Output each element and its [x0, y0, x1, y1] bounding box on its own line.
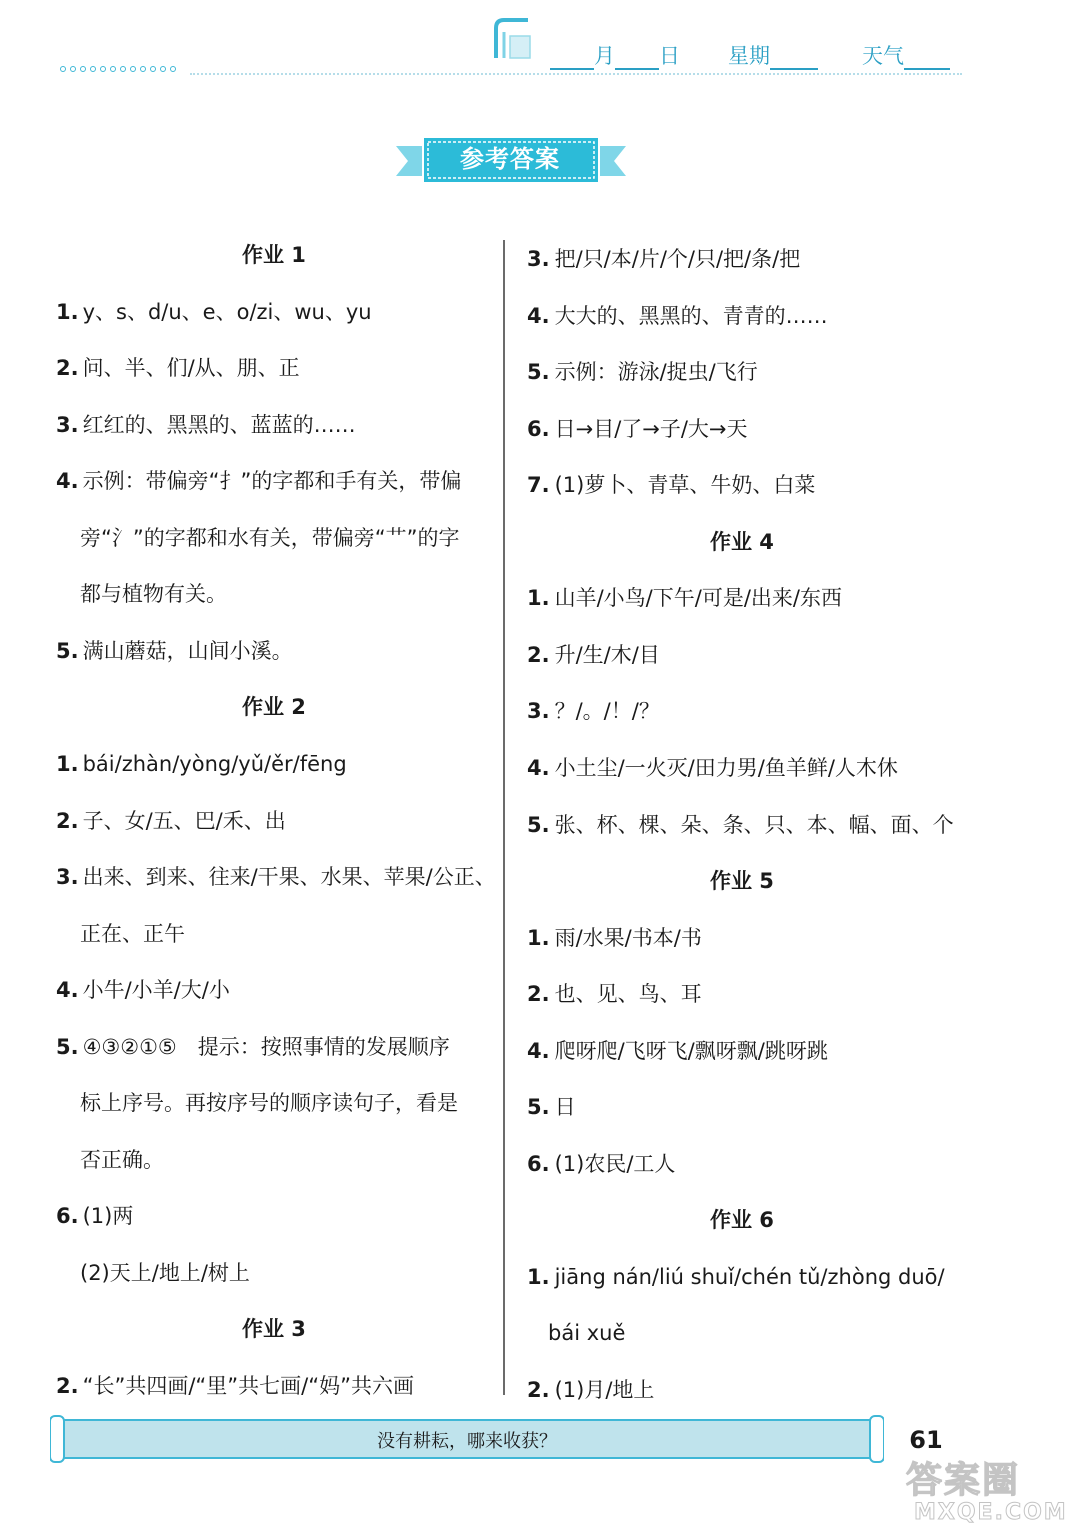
answer-number: 2. — [56, 808, 79, 833]
page-title: 参考答案 — [460, 145, 560, 173]
answer-text: ④③②①⑤ 提示：按照事情的发展顺序 — [82, 1034, 450, 1059]
answer-number: 2. — [56, 1374, 79, 1398]
answer-text: ？/。/！/？ — [554, 699, 660, 724]
answer-number: 2. — [527, 642, 550, 667]
answer-number: 1. — [527, 925, 550, 950]
answer-number: 1. — [527, 1264, 550, 1289]
answer-text: (1)萝卜、青草、牛奶、白菜 — [554, 473, 816, 498]
answer-line — [527, 696, 660, 726]
answer-line — [527, 357, 758, 387]
answer-line — [527, 470, 815, 500]
answer-line — [56, 975, 230, 1005]
answer-continuation: 标上序号。再按序号的顺序读句子，看是 — [80, 1091, 458, 1116]
answer-text: “长”共四画/“里”共七画/“妈”共六画 — [82, 1374, 415, 1398]
section-heading: 作业 3 — [242, 1317, 306, 1342]
answer-number: 6. — [527, 1151, 550, 1176]
answer-text: bái/zhàn/yòng/yǔ/ěr/fēng — [82, 751, 347, 776]
answer-text: 出来、到来、往来/干果、水果、苹果/公正、 — [82, 865, 496, 890]
answer-line — [527, 1092, 576, 1122]
answer-number: 2. — [527, 1378, 550, 1402]
answer-text: 红红的、黑黑的、蓝蓝的…… — [82, 412, 356, 437]
answer-number: 5. — [56, 638, 79, 663]
section-heading: 作业 5 — [710, 869, 774, 894]
answer-number: 4. — [527, 1038, 550, 1063]
answer-continuation: bái xuě — [548, 1321, 626, 1346]
footer-motto: 没有耕耘，哪来收获？ — [377, 1431, 557, 1452]
answer-line — [56, 1371, 414, 1401]
weather-label: 天气 — [862, 44, 904, 68]
answer-number: 4. — [527, 303, 550, 328]
answer-number: 3. — [56, 412, 79, 437]
answer-number: 2. — [56, 356, 79, 381]
answer-number: 5. — [56, 1034, 79, 1059]
answer-text: 日 — [554, 1095, 576, 1120]
answer-number: 4. — [56, 469, 79, 494]
answer-text: jiāng nán/liú shuǐ/chén tǔ/zhòng duō/ — [554, 1264, 945, 1289]
section-heading: 作业 1 — [242, 243, 306, 267]
answer-line — [527, 1262, 945, 1292]
section-heading: 作业 6 — [710, 1208, 774, 1233]
answer-line — [527, 979, 702, 1009]
date-weather-line — [550, 40, 950, 70]
watermark-en: MXQE.COM — [914, 1500, 1068, 1525]
header-dotted-rule — [190, 73, 962, 75]
section-heading: 作业 2 — [242, 695, 306, 720]
answer-text: 爬呀爬/飞呀飞/飘呀飘/跳呀跳 — [554, 1038, 828, 1063]
answer-line — [527, 1149, 675, 1179]
answer-line — [527, 583, 842, 613]
answer-continuation: 正在、正午 — [80, 921, 185, 946]
answer-number: 1. — [56, 299, 79, 324]
answer-continuation: (2)天上/地上/树上 — [80, 1260, 250, 1285]
answer-number: 5. — [527, 812, 550, 837]
answer-text: 小牛/小羊/大/小 — [82, 978, 230, 1003]
answer-line — [527, 1375, 654, 1405]
answer-line — [56, 749, 347, 779]
answer-text: 日→目/了→子/大→天 — [554, 416, 748, 441]
answer-number: 1. — [527, 586, 550, 611]
answer-continuation: 旁“氵”的字都和水有关，带偏旁“艹”的字 — [80, 525, 460, 550]
answer-text: y、s、d/u、e、o/zi、wu、yu — [82, 299, 372, 324]
answer-line — [56, 636, 293, 666]
column-divider — [503, 240, 505, 1395]
day-label: 日 — [659, 44, 680, 68]
answer-text: 示例：带偏旁“扌”的字都和手有关，带偏 — [82, 469, 462, 494]
month-label: 月 — [594, 44, 615, 68]
answer-continuation: 否正确。 — [80, 1147, 164, 1172]
answer-number: 5. — [527, 1095, 550, 1120]
page-number: 61 — [909, 1426, 943, 1454]
answer-number: 5. — [527, 360, 550, 385]
answer-line — [56, 862, 496, 892]
weekday-label: 星期 — [728, 44, 770, 68]
answer-number: 2. — [527, 982, 550, 1007]
answer-text: 示例：游泳/捉虫/飞行 — [554, 360, 758, 385]
answer-number: 4. — [527, 755, 550, 780]
answer-line — [527, 1036, 828, 1066]
answer-line — [527, 301, 828, 331]
answer-line — [56, 1032, 450, 1062]
answer-text: 问、半、们/从、朋、正 — [82, 356, 300, 381]
answer-line — [527, 414, 748, 444]
answer-text: 小土尘/一火灭/田力男/鱼羊鲜/人木休 — [554, 755, 898, 780]
answer-line — [527, 810, 954, 840]
answer-line — [527, 923, 702, 953]
answer-text: 把/只/本/片/个/只/把/条/把 — [554, 247, 801, 271]
answer-text: 升/生/木/目 — [554, 642, 660, 667]
answer-line — [527, 753, 898, 783]
header-dots — [60, 66, 176, 72]
answer-text: (1)两 — [82, 1204, 134, 1229]
answer-text: (1)月/地上 — [554, 1378, 655, 1402]
answer-number: 3. — [56, 865, 79, 890]
answer-line — [56, 297, 372, 327]
section-heading: 作业 4 — [710, 529, 774, 554]
answer-text: 也、见、鸟、耳 — [554, 982, 702, 1007]
answer-text: 子、女/五、巴/禾、出 — [82, 808, 286, 833]
answer-line — [56, 353, 300, 383]
answer-number: 6. — [527, 416, 550, 441]
answer-number: 3. — [527, 699, 550, 724]
answer-line — [56, 1201, 133, 1231]
answer-number: 4. — [56, 978, 79, 1003]
answer-number: 3. — [527, 247, 550, 271]
answer-text: 山羊/小鸟/下午/可是/出来/东西 — [554, 586, 842, 611]
answer-text: 张、杯、棵、朵、条、只、本、幅、面、个 — [554, 812, 954, 837]
answer-line — [527, 244, 800, 274]
paper-clip-icon — [488, 14, 540, 66]
answer-text: 大大的、黑黑的、青青的…… — [554, 303, 828, 328]
answer-line — [56, 410, 356, 440]
answer-text: 雨/水果/书本/书 — [554, 925, 702, 950]
answer-line — [56, 806, 286, 836]
answer-line — [527, 640, 660, 670]
answer-text: (1)农民/工人 — [554, 1151, 676, 1176]
answer-text: 满山蘑菇，山间小溪。 — [82, 638, 293, 663]
answer-number: 1. — [56, 751, 79, 776]
answer-number: 7. — [527, 473, 550, 498]
answer-number: 6. — [56, 1204, 79, 1229]
answer-continuation: 都与植物有关。 — [80, 582, 227, 607]
watermark-cn: 答案圈 — [906, 1460, 1021, 1501]
answer-line — [56, 466, 461, 496]
